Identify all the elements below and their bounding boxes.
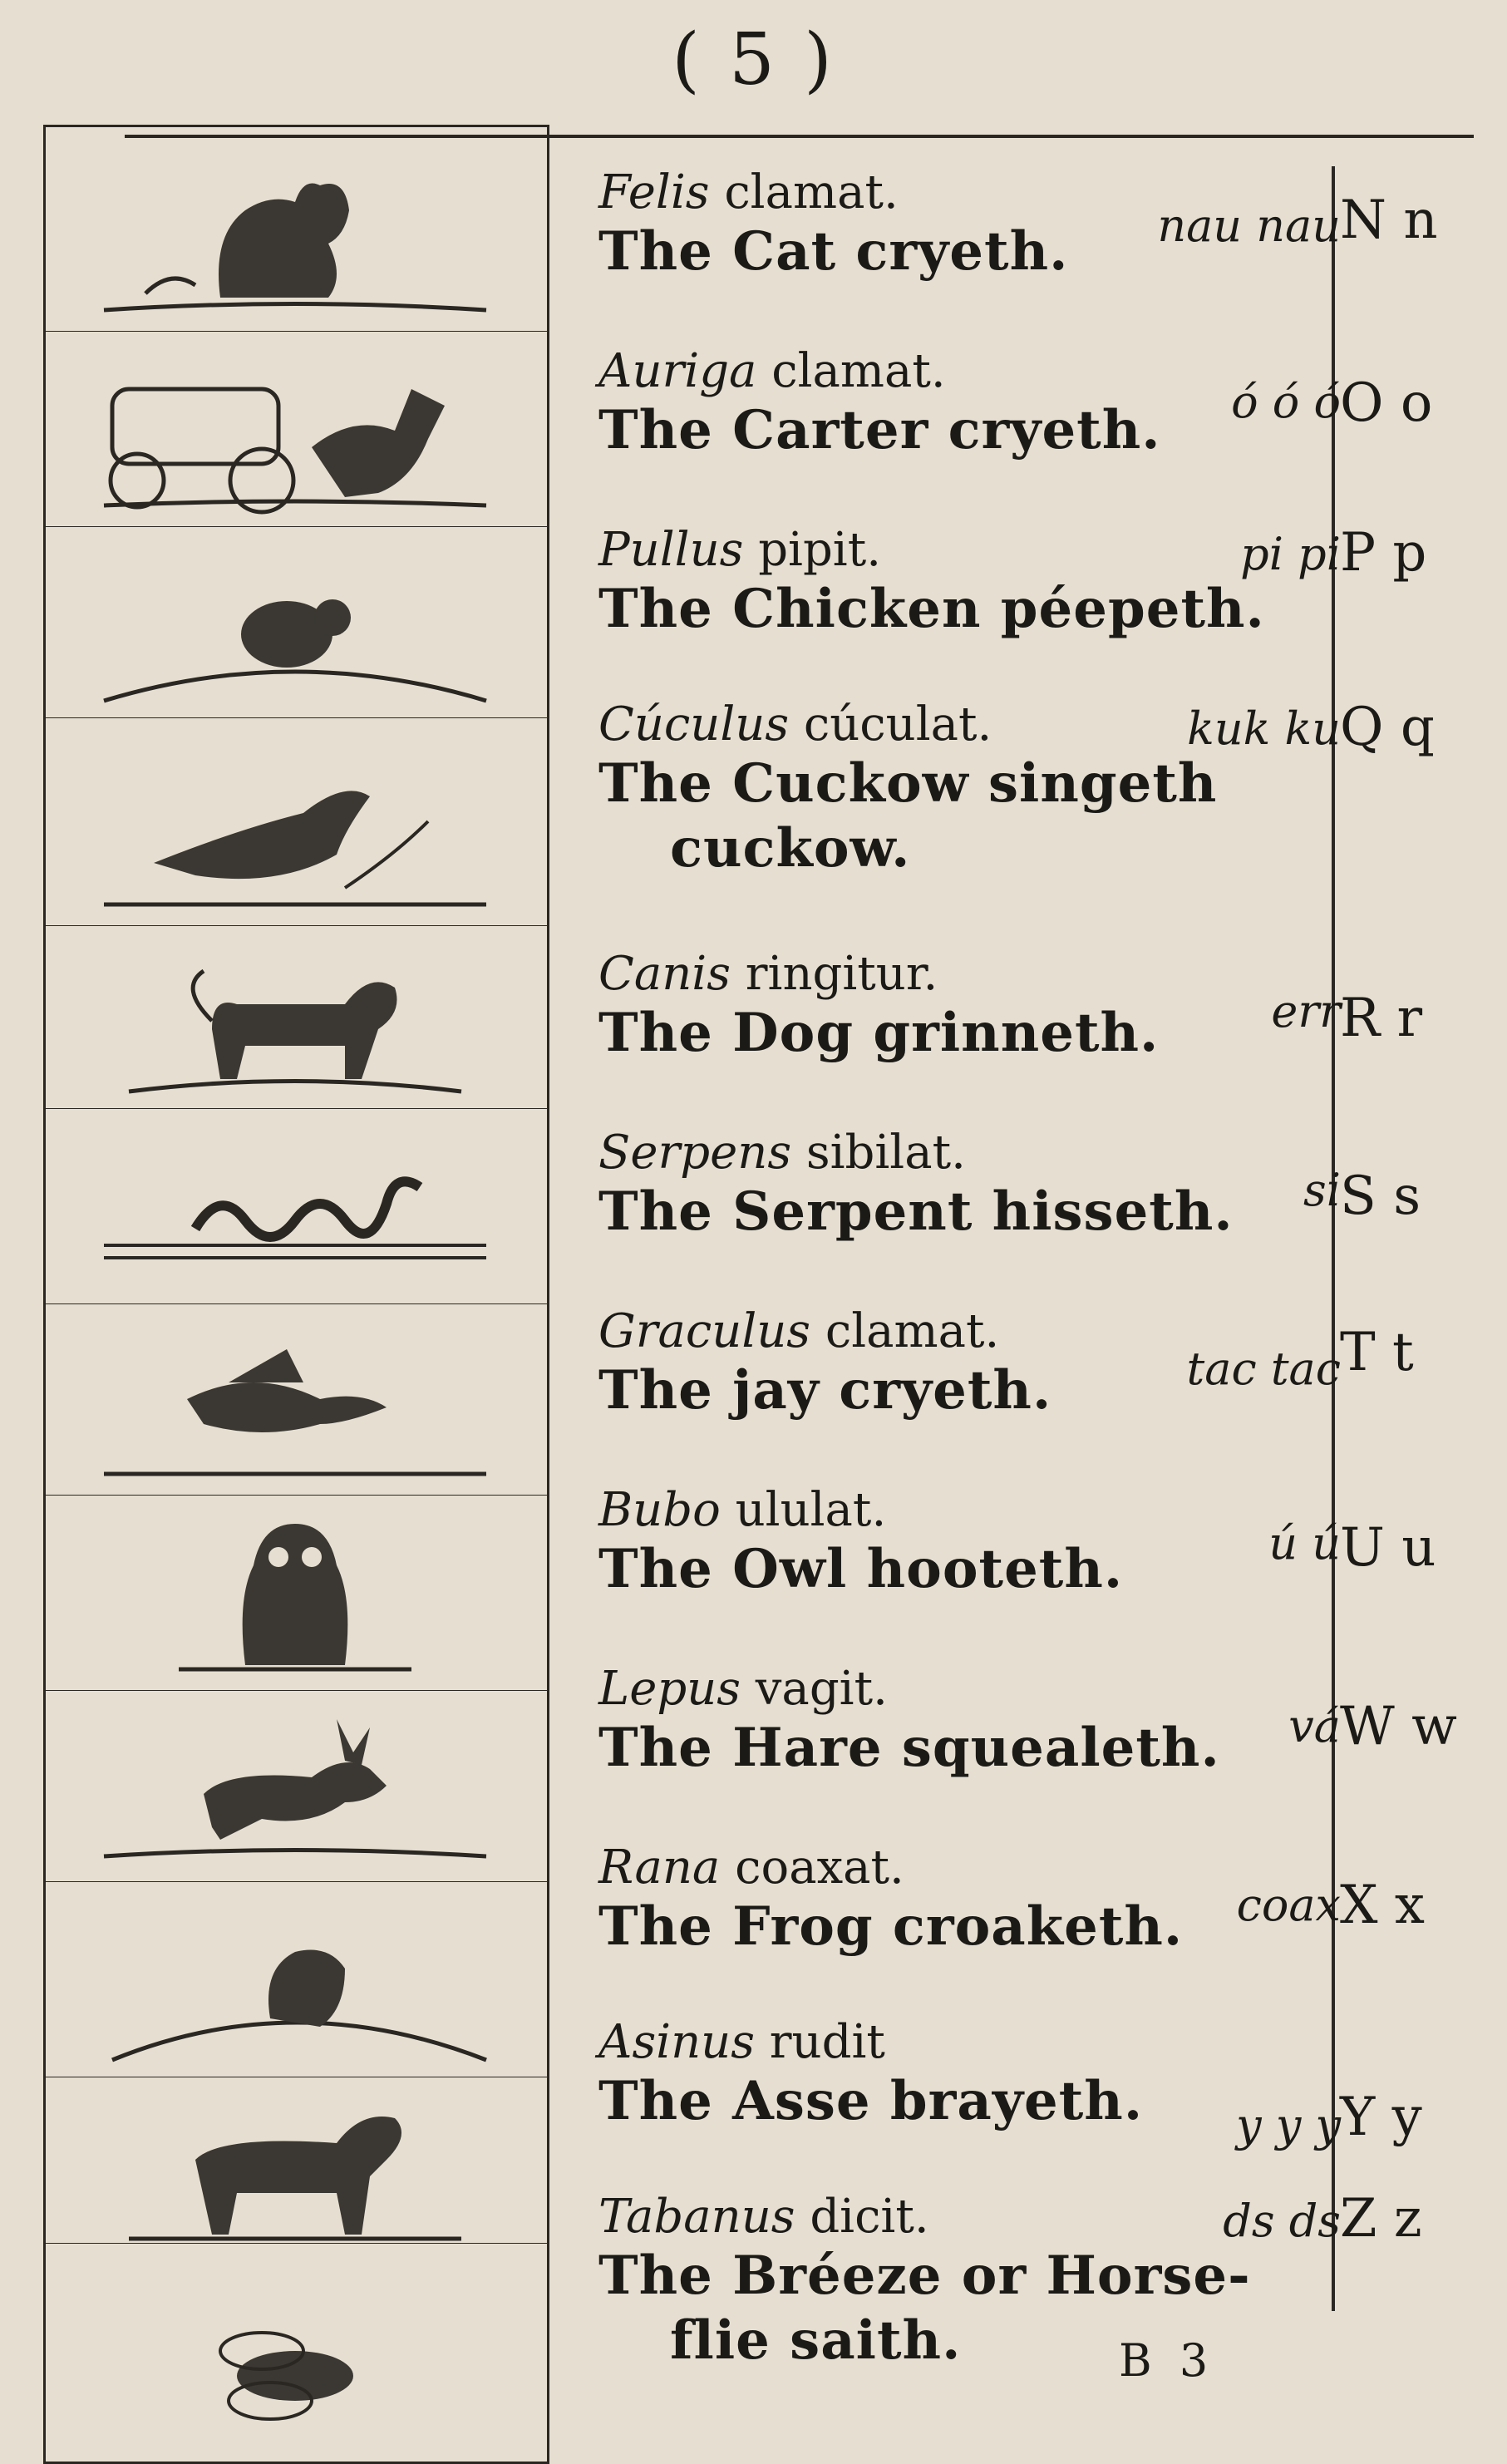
latin-verb: sibilat. xyxy=(805,1126,966,1180)
english-translation: The Cat cryeth. xyxy=(598,220,1069,283)
sound-syllables: y y y xyxy=(1236,2099,1341,2151)
latin-noun: Asinus xyxy=(598,2015,755,2069)
jay-woodcut xyxy=(96,1316,495,1491)
latin-verb: clamat. xyxy=(771,344,946,398)
entry-y xyxy=(598,2016,1330,2134)
english-translation: The Frog croaketh. xyxy=(598,1895,1184,1958)
chicken-woodcut xyxy=(96,535,495,717)
latin-noun: Tabanus xyxy=(598,2190,795,2244)
alphabet-letters: Q q xyxy=(1340,697,1435,758)
latin-verb: dicit. xyxy=(810,2190,929,2244)
cell-divider xyxy=(46,1495,547,1496)
cell-divider xyxy=(46,1690,547,1691)
cell-divider xyxy=(46,1303,547,1304)
entry-r xyxy=(598,948,1330,1066)
sound-syllables: pi pi xyxy=(1240,528,1341,580)
english-translation: The Serpent hisseth. xyxy=(598,1180,1234,1243)
sound-syllables: tac tac xyxy=(1186,1343,1341,1395)
english-translation-continued: cuckow. xyxy=(670,817,911,880)
alphabet-letters: W w xyxy=(1340,1696,1457,1757)
horsefly-woodcut xyxy=(96,2251,495,2459)
alphabet-letters: S s xyxy=(1340,1165,1421,1227)
cell-divider xyxy=(46,925,547,926)
cell-divider xyxy=(46,717,547,718)
alphabet-letters: R r xyxy=(1340,988,1423,1049)
entry-p xyxy=(598,524,1330,642)
latin-verb: cúculat. xyxy=(803,697,992,752)
english-translation: The Asse brayeth. xyxy=(598,2070,1144,2132)
cell-divider xyxy=(46,1881,547,1882)
sound-syllables: vá xyxy=(1288,1700,1341,1752)
cell-divider xyxy=(46,331,547,332)
latin-noun: Pullus xyxy=(598,523,744,577)
sound-syllables: kuk ku xyxy=(1187,702,1341,755)
english-translation: The Carter cryeth. xyxy=(598,399,1161,461)
alphabet-letters: X x xyxy=(1340,1875,1425,1936)
entry-z xyxy=(598,2190,1330,2373)
english-translation: The Dog grinneth. xyxy=(598,1002,1160,1064)
english-translation: The Bréeze or Horse- xyxy=(598,2245,1251,2307)
entry-s xyxy=(598,1126,1330,1244)
english-translation: The Hare squealeth. xyxy=(598,1717,1220,1779)
alphabet-letters: O o xyxy=(1340,372,1433,434)
alphabet-letters: U u xyxy=(1340,1517,1436,1579)
entry-w xyxy=(598,1663,1330,1781)
serpent-woodcut xyxy=(96,1121,495,1295)
dog-woodcut xyxy=(96,938,495,1104)
latin-noun: Cúculus xyxy=(598,697,790,752)
cell-divider xyxy=(46,2243,547,2244)
latin-noun: Bubo xyxy=(598,1483,721,1537)
latin-noun: Auriga xyxy=(598,344,757,398)
alphabet-letters: N n xyxy=(1340,190,1438,251)
english-translation: The jay cryeth. xyxy=(598,1359,1052,1422)
latin-noun: Canis xyxy=(598,947,731,1001)
cell-divider xyxy=(46,526,547,527)
owl-woodcut xyxy=(96,1507,495,1682)
latin-noun: Lepus xyxy=(598,1662,741,1716)
english-translation: The Chicken péepeth. xyxy=(598,578,1265,640)
page-number: ( 5 ) xyxy=(672,18,835,101)
alphabet-letters: Z z xyxy=(1340,2188,1422,2250)
latin-verb: vagit. xyxy=(755,1662,888,1716)
sound-syllables: ds ds xyxy=(1223,2195,1341,2247)
latin-noun: Serpens xyxy=(598,1126,792,1180)
sound-syllables: nau nau xyxy=(1157,200,1341,252)
latin-verb: coaxat. xyxy=(735,1841,904,1895)
latin-noun: Rana xyxy=(598,1841,721,1895)
column-rule xyxy=(1332,166,1335,2311)
english-translation: The Cuckow singeth xyxy=(598,752,1218,815)
frog-woodcut xyxy=(96,1894,495,2068)
sound-syllables: si xyxy=(1303,1164,1341,1216)
latin-verb: ringitur. xyxy=(745,947,938,1001)
sound-syllables: ó ó ó xyxy=(1231,376,1341,428)
alphabet-letters: T t xyxy=(1340,1322,1414,1383)
entry-u xyxy=(598,1484,1330,1602)
alphabet-letters: Y y xyxy=(1340,2087,1422,2148)
carter-woodcut xyxy=(96,339,495,522)
latin-verb: rudit xyxy=(769,2015,885,2069)
sound-syllables: err xyxy=(1271,985,1341,1037)
latin-verb: clamat. xyxy=(724,165,899,219)
cuckoo-woodcut xyxy=(96,730,495,921)
hare-woodcut xyxy=(96,1703,495,1877)
english-translation-continued: flie saith. xyxy=(670,2309,962,2372)
latin-noun: Graculus xyxy=(598,1304,811,1358)
latin-verb: clamat. xyxy=(825,1304,1000,1358)
latin-noun: Felis xyxy=(598,165,710,219)
ass-woodcut xyxy=(96,2085,495,2243)
latin-verb: ululat. xyxy=(735,1483,887,1537)
entry-o xyxy=(598,345,1330,463)
picture-column xyxy=(43,125,549,2464)
english-translation: The Owl hooteth. xyxy=(598,1538,1124,1600)
latin-verb: pipit. xyxy=(758,523,882,577)
cat-woodcut xyxy=(96,144,495,327)
alphabet-letters: P p xyxy=(1340,522,1427,584)
signature-mark: B 3 xyxy=(1119,2334,1215,2387)
cell-divider xyxy=(46,1108,547,1109)
sound-syllables: coax xyxy=(1236,1879,1341,1931)
entry-x xyxy=(598,1841,1330,1959)
sound-syllables: ú ú xyxy=(1268,1517,1341,1570)
